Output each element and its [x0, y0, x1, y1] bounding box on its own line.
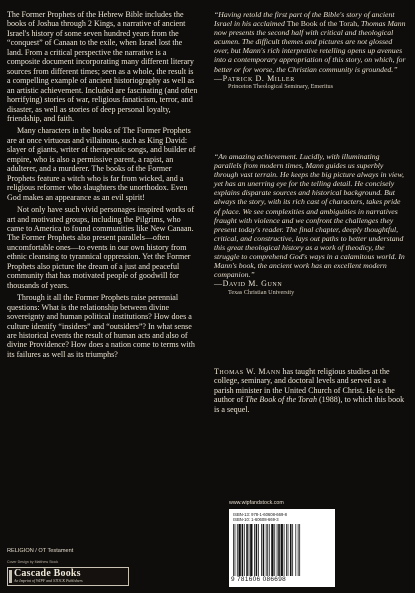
barcode-bar — [266, 524, 267, 576]
barcode-bar — [250, 524, 252, 576]
subject-category: RELIGION / OT Testament — [7, 548, 74, 554]
cover-design-credit: Cover Design by Matthew Stock — [7, 560, 59, 564]
barcode-bar — [281, 524, 283, 576]
bio-text: has taught religious studies at the college, seminary, and doctoral levels and served as a parish minister in the United Church of Christ. He is the author of — [214, 367, 395, 405]
description-paragraph-1: The Former Prophets of the Hebrew Bible includes the books of Joshua through 2 Kings, a narrative of ancient Israel's history of some seven hundred years from the “conquest” of Canaan to the exile, when Israel lost the land. From a critical perspective the narrative is a composite document incorporating many different literary sources from different times; seen as a whole, the result is a compelling example of ancient historiography as well as an artistic achievement. Included are fascinating (and often horrifying) stories of war, religious fanaticism, terror, and disaster, as well as stories of deep personal loyalty, friendship, and faith. — [7, 10, 198, 123]
barcode-bar — [233, 524, 234, 576]
quote-text: “Having retold the first part of the Bible's story of ancient Israel in his acclaimed — [214, 10, 395, 29]
barcode-bar — [246, 524, 248, 576]
endorser-name: —David M. Gunn — [214, 279, 283, 289]
endorsement-miller — [214, 10, 406, 91]
bio-book-title: The Book of the Torah — [245, 395, 317, 405]
endorser-affiliation: Princeton Theological Seminary, Emeritus — [228, 83, 333, 91]
quote-text: , Thomas Mann now presents the second half with critical and theological acumen. The difficult themes and pictures are not glossed over, but Mann's rich interpretive retelling opens up avenues into a contemporary appropriation of this story, on which, for better or for worse, the Christian community is grounded.” — [214, 19, 406, 74]
publisher-name: Cascade Books — [14, 568, 81, 579]
barcode-bar — [298, 524, 299, 576]
publisher-website: www.wipfandstock.com — [229, 500, 284, 506]
barcode-bar — [249, 524, 250, 576]
barcode-bar — [295, 524, 296, 576]
description-column — [7, 10, 199, 359]
barcode-bar — [286, 524, 287, 576]
barcode-bar — [235, 524, 236, 576]
barcode-bar — [244, 524, 245, 576]
barcode-bar — [263, 524, 265, 576]
barcode-bars — [233, 524, 331, 576]
barcode-bar — [261, 524, 262, 576]
publisher-logo — [7, 567, 129, 586]
description-paragraph-4: Through it all the Former Prophets raise perennial questions: What is the relationship between divine sovereignty and human political institutions? How does a culture identify “insiders” and “outsiders”? In what sense are historical events the result of human acts and also of divine Providence? How does a nation come to terms with its failures as well as its triumphs? — [7, 293, 195, 359]
endorser-name: —Patrick D. Miller — [214, 73, 295, 83]
author-bio — [214, 367, 406, 414]
isbn-13: ISBN-13: 978-1-60608-669-8 — [233, 512, 288, 517]
endorser-affiliation: Texas Christian University — [228, 288, 295, 296]
barcode-bar — [269, 524, 270, 576]
endorsement-quote — [214, 10, 406, 74]
barcode-bar — [274, 524, 275, 576]
isbn-10: ISBN-10: 1-60608-669-3 — [233, 517, 279, 522]
author-name: Thomas W. Mann — [214, 367, 281, 376]
endorsement-quote: “An amazing achievement. Lucidly, with illuminating parallels from modern times, Mann guides us superbly through vast terrain. He keeps the big picture always in view, yet has an unerring eye for the telling detail. He concisely explains disparate sources and historical background. But always the story, with its rich cast of characters, takes pride of place. We see complexities and ambiguities in narratives fraught with violence and we confront the challenges they present today's reader. The final chapter, deeply thoughtful, critical, and constructive, lays out paths to better understand this great theological history as a work of theodicy, the struggle to comprehend God's ways in a calamitous world. In Mann's book, the ancient work has an excellent modern companion.” — [214, 152, 405, 280]
barcode-bar — [271, 524, 273, 576]
barcode — [229, 509, 335, 587]
barcode-bar — [254, 524, 255, 576]
barcode-bar — [284, 524, 285, 576]
barcode-bar — [256, 524, 258, 576]
barcode-bar — [267, 524, 268, 576]
barcode-bar — [258, 524, 259, 576]
endorsement-gunn — [214, 152, 406, 296]
barcode-number: 9 781606 086698 — [231, 576, 287, 583]
publisher-imprint: An Imprint of WIPF and STOCK Publishers — [14, 579, 83, 583]
barcode-bar — [242, 524, 244, 576]
barcode-bar — [278, 524, 280, 576]
logo-mark — [9, 570, 12, 583]
description-paragraph-2: Many characters in the books of The Former Prophets are at once virtuous and villainous, such as King David: slayer of giants, writer of therapeutic songs, and builder of empire, who is also a permissive parent, a rapist, an adulterer, and a murderer. The books of the Former Prophets feature a witch who is far from wicked, and a religious reformer who slaughters the unorthodox. Even God makes an appearance as an evil spirit! — [7, 126, 196, 202]
barcode-bar — [237, 524, 238, 576]
barcode-bar — [277, 524, 278, 576]
bio-text: (1988), to which this book is a sequel. — [214, 395, 405, 414]
barcode-bar — [299, 524, 300, 576]
barcode-bar — [238, 524, 240, 576]
description-paragraph-3: Not only have such vivid personages inspired works of art and motivated groups, including the Pilgrims, who came to America to found communities like New Canaan. The Former Prophets also present parallels—often uncomfortable ones—to events in our own history from ethnic cleansing to tyrannical oppression. Yet the Former Prophets also picture the dream of a just and peaceful community that has motivated people of goodwill for thousands of years. — [7, 205, 194, 290]
barcode-bar — [288, 524, 289, 576]
barcode-bar — [290, 524, 292, 576]
barcode-bar — [292, 524, 293, 576]
quote-book-title: The Book of the Torah — [286, 19, 358, 29]
